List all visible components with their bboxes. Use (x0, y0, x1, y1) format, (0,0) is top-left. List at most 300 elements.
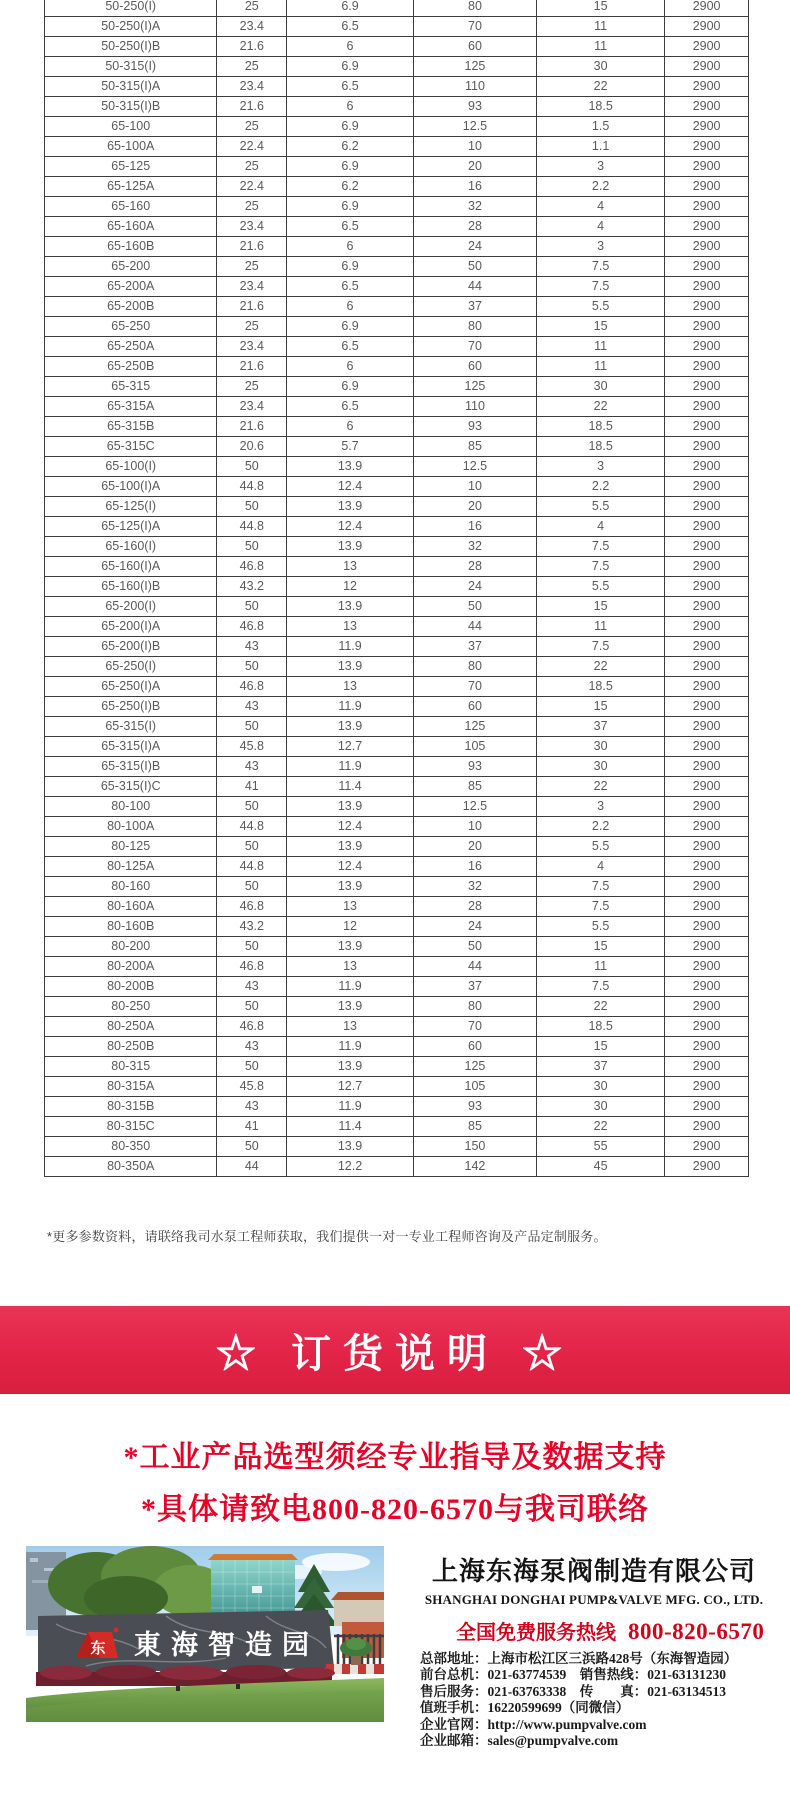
table-cell: 2900 (665, 997, 749, 1017)
table-cell: 65-250B (45, 357, 217, 377)
table-cell: 13.9 (287, 797, 414, 817)
table-cell: 50 (217, 457, 287, 477)
table-row (45, 1117, 749, 1137)
table-cell: 2.2 (537, 177, 665, 197)
table-row (45, 137, 749, 157)
table-cell: 41 (217, 1117, 287, 1137)
table-cell: 80-250B (45, 1037, 217, 1057)
table-cell: 65-250 (45, 317, 217, 337)
table-cell: 50-250(I)B (45, 37, 217, 57)
table-cell: 25 (217, 157, 287, 177)
table-cell: 6.2 (287, 177, 414, 197)
table-cell: 65-200 (45, 257, 217, 277)
table-cell: 2900 (665, 577, 749, 597)
table-cell: 2900 (665, 397, 749, 417)
table-cell: 5.5 (537, 497, 665, 517)
table-cell: 2900 (665, 1037, 749, 1057)
table-cell: 6.5 (287, 77, 414, 97)
table-cell: 7.5 (537, 277, 665, 297)
table-row (45, 257, 749, 277)
table-cell: 65-315B (45, 417, 217, 437)
table-cell: 65-125A (45, 177, 217, 197)
table-cell: 21.6 (217, 237, 287, 257)
table-cell: 4 (537, 517, 665, 537)
table-cell: 6 (287, 357, 414, 377)
table-cell: 7.5 (537, 897, 665, 917)
table-cell: 13.9 (287, 537, 414, 557)
table-cell: 2900 (665, 257, 749, 277)
table-cell: 12.4 (287, 857, 414, 877)
table-cell: 6 (287, 37, 414, 57)
table-row (45, 217, 749, 237)
table-cell: 12.5 (413, 457, 536, 477)
table-cell: 11.9 (287, 977, 414, 997)
company-contact-list (420, 1651, 768, 1749)
table-cell: 13.9 (287, 497, 414, 517)
table-cell: 28 (413, 557, 536, 577)
table-cell: 2900 (665, 17, 749, 37)
table-cell: 80-100A (45, 817, 217, 837)
table-cell: 50-315(I) (45, 57, 217, 77)
table-cell: 125 (413, 57, 536, 77)
table-cell: 30 (537, 57, 665, 77)
table-cell: 80 (413, 317, 536, 337)
table-cell: 20 (413, 157, 536, 177)
table-cell: 43 (217, 637, 287, 657)
table-cell: 22 (537, 777, 665, 797)
table-cell: 13.9 (287, 1057, 414, 1077)
pump-spec-table (44, 0, 749, 1177)
table-cell: 60 (413, 697, 536, 717)
table-cell: 13 (287, 677, 414, 697)
sign-text: 東海智造园 (134, 1630, 319, 1660)
table-cell: 22 (537, 1117, 665, 1137)
table-cell: 50 (217, 937, 287, 957)
table-cell: 6.9 (287, 317, 414, 337)
table-cell: 2900 (665, 557, 749, 577)
table-cell: 16 (413, 517, 536, 537)
table-row (45, 837, 749, 857)
table-row (45, 777, 749, 797)
table-cell: 65-250(I)A (45, 677, 217, 697)
hotline-label: 全国免费服务热线 (456, 1622, 616, 1644)
table-cell: 22 (537, 997, 665, 1017)
table-cell: 2900 (665, 817, 749, 837)
table-cell: 50 (217, 597, 287, 617)
table-cell: 25 (217, 377, 287, 397)
table-cell: 45.8 (217, 1077, 287, 1097)
table-cell: 3 (537, 157, 665, 177)
contact-line: 企业邮箱：sales@pumpvalve.com (420, 1733, 619, 1749)
table-row (45, 477, 749, 497)
table-cell: 25 (217, 0, 287, 17)
table-cell: 80-160 (45, 877, 217, 897)
advisory-line-2: *具体请致电800-820-6570与我司联络 (141, 1493, 649, 1526)
table-cell: 7.5 (537, 877, 665, 897)
pump-spec-table-grid (44, 0, 749, 1177)
table-cell: 65-160A (45, 217, 217, 237)
table-row (45, 497, 749, 517)
table-row (45, 997, 749, 1017)
table-cell: 2900 (665, 117, 749, 137)
glass-building-illustration (208, 1554, 298, 1620)
table-cell: 11 (537, 17, 665, 37)
table-row (45, 697, 749, 717)
table-cell: 7.5 (537, 537, 665, 557)
table-cell: 41 (217, 777, 287, 797)
table-cell: 65-315 (45, 377, 217, 397)
table-cell: 6.9 (287, 257, 414, 277)
sign-wall-illustration (38, 1610, 334, 1673)
table-cell: 37 (537, 717, 665, 737)
table-row (45, 1097, 749, 1117)
table-cell: 2900 (665, 937, 749, 957)
table-cell: 13.9 (287, 457, 414, 477)
table-cell: 11 (537, 37, 665, 57)
table-cell: 85 (413, 777, 536, 797)
table-cell: 13.9 (287, 937, 414, 957)
table-cell: 65-315(I)C (45, 777, 217, 797)
table-cell: 46.8 (217, 557, 287, 577)
table-row (45, 577, 749, 597)
table-row (45, 0, 749, 17)
table-cell: 105 (413, 1077, 536, 1097)
table-cell: 13 (287, 957, 414, 977)
table-cell: 2900 (665, 677, 749, 697)
table-cell: 2900 (665, 957, 749, 977)
table-row (45, 417, 749, 437)
table-cell: 2900 (665, 477, 749, 497)
table-cell: 25 (217, 317, 287, 337)
table-cell: 7.5 (537, 257, 665, 277)
table-cell: 2900 (665, 877, 749, 897)
table-cell: 80-160B (45, 917, 217, 937)
table-cell: 7.5 (537, 637, 665, 657)
table-cell: 10 (413, 477, 536, 497)
table-cell: 65-315(I) (45, 717, 217, 737)
table-cell: 11.4 (287, 1117, 414, 1137)
table-cell: 80-200A (45, 957, 217, 977)
table-cell: 10 (413, 137, 536, 157)
table-cell: 125 (413, 1057, 536, 1077)
table-cell: 65-160 (45, 197, 217, 217)
table-cell: 5.5 (537, 917, 665, 937)
table-cell: 80-250A (45, 1017, 217, 1037)
table-cell: 2900 (665, 497, 749, 517)
table-cell: 15 (537, 597, 665, 617)
table-cell: 2900 (665, 1137, 749, 1157)
table-cell: 13.9 (287, 717, 414, 737)
table-cell: 11.9 (287, 697, 414, 717)
table-cell: 70 (413, 17, 536, 37)
table-cell: 93 (413, 1097, 536, 1117)
table-cell: 80-200 (45, 937, 217, 957)
table-row (45, 1137, 749, 1157)
table-cell: 2900 (665, 537, 749, 557)
table-cell: 12.2 (287, 1157, 414, 1177)
table-cell: 12.7 (287, 1077, 414, 1097)
table-cell: 50-315(I)A (45, 77, 217, 97)
table-cell: 5.5 (537, 577, 665, 597)
table-cell: 6 (287, 97, 414, 117)
table-cell: 142 (413, 1157, 536, 1177)
table-row (45, 1077, 749, 1097)
table-cell: 93 (413, 417, 536, 437)
table-cell: 2900 (665, 1157, 749, 1177)
table-cell: 43.2 (217, 577, 287, 597)
table-cell: 24 (413, 237, 536, 257)
table-cell: 44.8 (217, 477, 287, 497)
table-row (45, 97, 749, 117)
table-cell: 13 (287, 1017, 414, 1037)
table-row (45, 797, 749, 817)
table-cell: 44.8 (217, 817, 287, 837)
table-cell: 43 (217, 977, 287, 997)
table-cell: 30 (537, 1097, 665, 1117)
table-cell: 6.5 (287, 217, 414, 237)
table-cell: 60 (413, 37, 536, 57)
table-cell: 2900 (665, 417, 749, 437)
table-cell: 80-100 (45, 797, 217, 817)
table-cell: 4 (537, 197, 665, 217)
table-cell: 11.9 (287, 757, 414, 777)
table-cell: 43 (217, 757, 287, 777)
table-row (45, 517, 749, 537)
table-footnote: *更多参数资料，请联络我司水泵工程师获取，我们提供一对一专业工程师咨询及产品定制服务。 (47, 1229, 607, 1244)
table-cell: 65-250(I) (45, 657, 217, 677)
table-cell: 13 (287, 617, 414, 637)
table-cell: 2900 (665, 897, 749, 917)
table-cell: 32 (413, 537, 536, 557)
table-cell: 2900 (665, 837, 749, 857)
table-row (45, 1157, 749, 1177)
table-cell: 65-100(I) (45, 457, 217, 477)
table-cell: 18.5 (537, 677, 665, 697)
table-row (45, 557, 749, 577)
table-cell: 6.9 (287, 377, 414, 397)
table-cell: 2900 (665, 777, 749, 797)
table-cell: 80-125A (45, 857, 217, 877)
table-row (45, 637, 749, 657)
table-cell: 37 (413, 977, 536, 997)
contact-line: 值班手机：16220599699（同微信） (420, 1700, 630, 1716)
table-cell: 4 (537, 217, 665, 237)
table-cell: 2900 (665, 97, 749, 117)
table-cell: 11.4 (287, 777, 414, 797)
table-cell: 2900 (665, 317, 749, 337)
table-cell: 6.9 (287, 117, 414, 137)
table-cell: 43 (217, 1037, 287, 1057)
table-row (45, 657, 749, 677)
table-row (45, 937, 749, 957)
table-cell: 2900 (665, 137, 749, 157)
table-cell: 10 (413, 817, 536, 837)
table-cell: 6 (287, 417, 414, 437)
table-cell: 25 (217, 197, 287, 217)
table-cell: 44.8 (217, 857, 287, 877)
table-cell: 23.4 (217, 77, 287, 97)
table-cell: 21.6 (217, 37, 287, 57)
table-cell: 2900 (665, 697, 749, 717)
table-cell: 12.5 (413, 117, 536, 137)
table-cell: 2900 (665, 717, 749, 737)
svg-text:东: 东 (90, 1640, 106, 1657)
table-cell: 65-160B (45, 237, 217, 257)
table-cell: 2900 (665, 337, 749, 357)
table-cell: 16 (413, 177, 536, 197)
table-cell: 20 (413, 497, 536, 517)
table-cell: 12 (287, 577, 414, 597)
table-row (45, 77, 749, 97)
table-cell: 110 (413, 397, 536, 417)
table-cell: 21.6 (217, 97, 287, 117)
table-cell: 13.9 (287, 597, 414, 617)
table-cell: 50 (217, 657, 287, 677)
table-cell: 23.4 (217, 337, 287, 357)
table-cell: 65-250A (45, 337, 217, 357)
order-banner (0, 1306, 790, 1394)
table-cell: 65-160(I) (45, 537, 217, 557)
table-cell: 5.7 (287, 437, 414, 457)
table-cell: 46.8 (217, 957, 287, 977)
table-cell: 2900 (665, 1057, 749, 1077)
table-cell: 80-200B (45, 977, 217, 997)
table-cell: 43 (217, 1097, 287, 1117)
table-cell: 50 (413, 597, 536, 617)
contact-line: 售后服务：021-63763338 传 真：021-63134513 (420, 1683, 726, 1699)
table-cell: 65-315(I)B (45, 757, 217, 777)
table-cell: 30 (537, 737, 665, 757)
table-cell: 2900 (665, 437, 749, 457)
table-cell: 65-250(I)B (45, 697, 217, 717)
table-row (45, 197, 749, 217)
table-cell: 12.7 (287, 737, 414, 757)
table-cell: 6.5 (287, 397, 414, 417)
table-cell: 50 (413, 257, 536, 277)
table-cell: 65-125(I) (45, 497, 217, 517)
pump-spec-table-body (45, 0, 749, 1177)
table-cell: 80-315C (45, 1117, 217, 1137)
table-cell: 18.5 (537, 417, 665, 437)
table-cell: 32 (413, 877, 536, 897)
table-cell: 65-100(I)A (45, 477, 217, 497)
table-cell: 80-160A (45, 897, 217, 917)
table-cell: 125 (413, 717, 536, 737)
table-row (45, 317, 749, 337)
table-cell: 2900 (665, 197, 749, 217)
table-cell: 80-125 (45, 837, 217, 857)
table-row (45, 377, 749, 397)
table-cell: 18.5 (537, 437, 665, 457)
table-cell: 65-125 (45, 157, 217, 177)
table-cell: 93 (413, 757, 536, 777)
table-row (45, 237, 749, 257)
table-cell: 6.5 (287, 17, 414, 37)
table-row (45, 677, 749, 697)
table-cell: 65-200(I)A (45, 617, 217, 637)
table-cell: 65-315C (45, 437, 217, 457)
table-cell: 110 (413, 77, 536, 97)
hotline-number: 800-820-6570 (628, 1619, 765, 1644)
table-cell: 60 (413, 357, 536, 377)
table-row (45, 437, 749, 457)
table-cell: 13.9 (287, 1137, 414, 1157)
table-cell: 13 (287, 897, 414, 917)
table-cell: 2900 (665, 617, 749, 637)
table-cell: 2900 (665, 357, 749, 377)
table-cell: 25 (217, 117, 287, 137)
table-cell: 44 (413, 617, 536, 637)
table-cell: 22 (537, 397, 665, 417)
table-cell: 15 (537, 317, 665, 337)
table-cell: 1.1 (537, 137, 665, 157)
table-row (45, 277, 749, 297)
table-cell: 30 (537, 1077, 665, 1097)
table-cell: 46.8 (217, 897, 287, 917)
table-cell: 13.9 (287, 837, 414, 857)
table-cell: 5.5 (537, 837, 665, 857)
table-cell: 28 (413, 217, 536, 237)
table-cell: 22.4 (217, 177, 287, 197)
table-row (45, 977, 749, 997)
table-cell: 65-200(I)B (45, 637, 217, 657)
table-cell: 23.4 (217, 397, 287, 417)
table-cell: 12.4 (287, 517, 414, 537)
table-cell: 65-160(I)B (45, 577, 217, 597)
table-cell: 16 (413, 857, 536, 877)
table-cell: 4 (537, 857, 665, 877)
table-cell: 80-315A (45, 1077, 217, 1097)
table-cell: 150 (413, 1137, 536, 1157)
table-cell: 44 (413, 957, 536, 977)
table-cell: 65-315A (45, 397, 217, 417)
table-cell: 2900 (665, 157, 749, 177)
table-cell: 85 (413, 437, 536, 457)
table-cell: 80-315B (45, 1097, 217, 1117)
table-cell: 80 (413, 0, 536, 17)
contact-line: 前台总机：021-63774539 销售热线：021-63131230 (420, 1667, 726, 1683)
advisory-block (0, 1432, 790, 1536)
table-cell: 18.5 (537, 1017, 665, 1037)
table-cell: 37 (537, 1057, 665, 1077)
table-row (45, 57, 749, 77)
table-cell: 20.6 (217, 437, 287, 457)
table-cell: 2900 (665, 737, 749, 757)
table-cell: 30 (537, 377, 665, 397)
table-cell: 2900 (665, 177, 749, 197)
table-row (45, 957, 749, 977)
contact-line: 总部地址：上海市松江区三浜路428号（东海智造园） (420, 1651, 738, 1666)
table-cell: 2900 (665, 297, 749, 317)
table-cell: 46.8 (217, 617, 287, 637)
table-row (45, 37, 749, 57)
service-hotline (420, 1616, 768, 1645)
table-cell: 21.6 (217, 417, 287, 437)
table-row (45, 17, 749, 37)
table-cell: 55 (537, 1137, 665, 1157)
table-cell: 13.9 (287, 657, 414, 677)
table-cell: 2900 (665, 977, 749, 997)
table-cell: 65-100 (45, 117, 217, 137)
table-cell: 21.6 (217, 297, 287, 317)
table-cell: 6.2 (287, 137, 414, 157)
table-cell: 80 (413, 997, 536, 1017)
table-cell: 2900 (665, 917, 749, 937)
table-cell: 6.9 (287, 0, 414, 17)
table-row (45, 1017, 749, 1037)
table-cell: 24 (413, 577, 536, 597)
table-cell: 18.5 (537, 97, 665, 117)
